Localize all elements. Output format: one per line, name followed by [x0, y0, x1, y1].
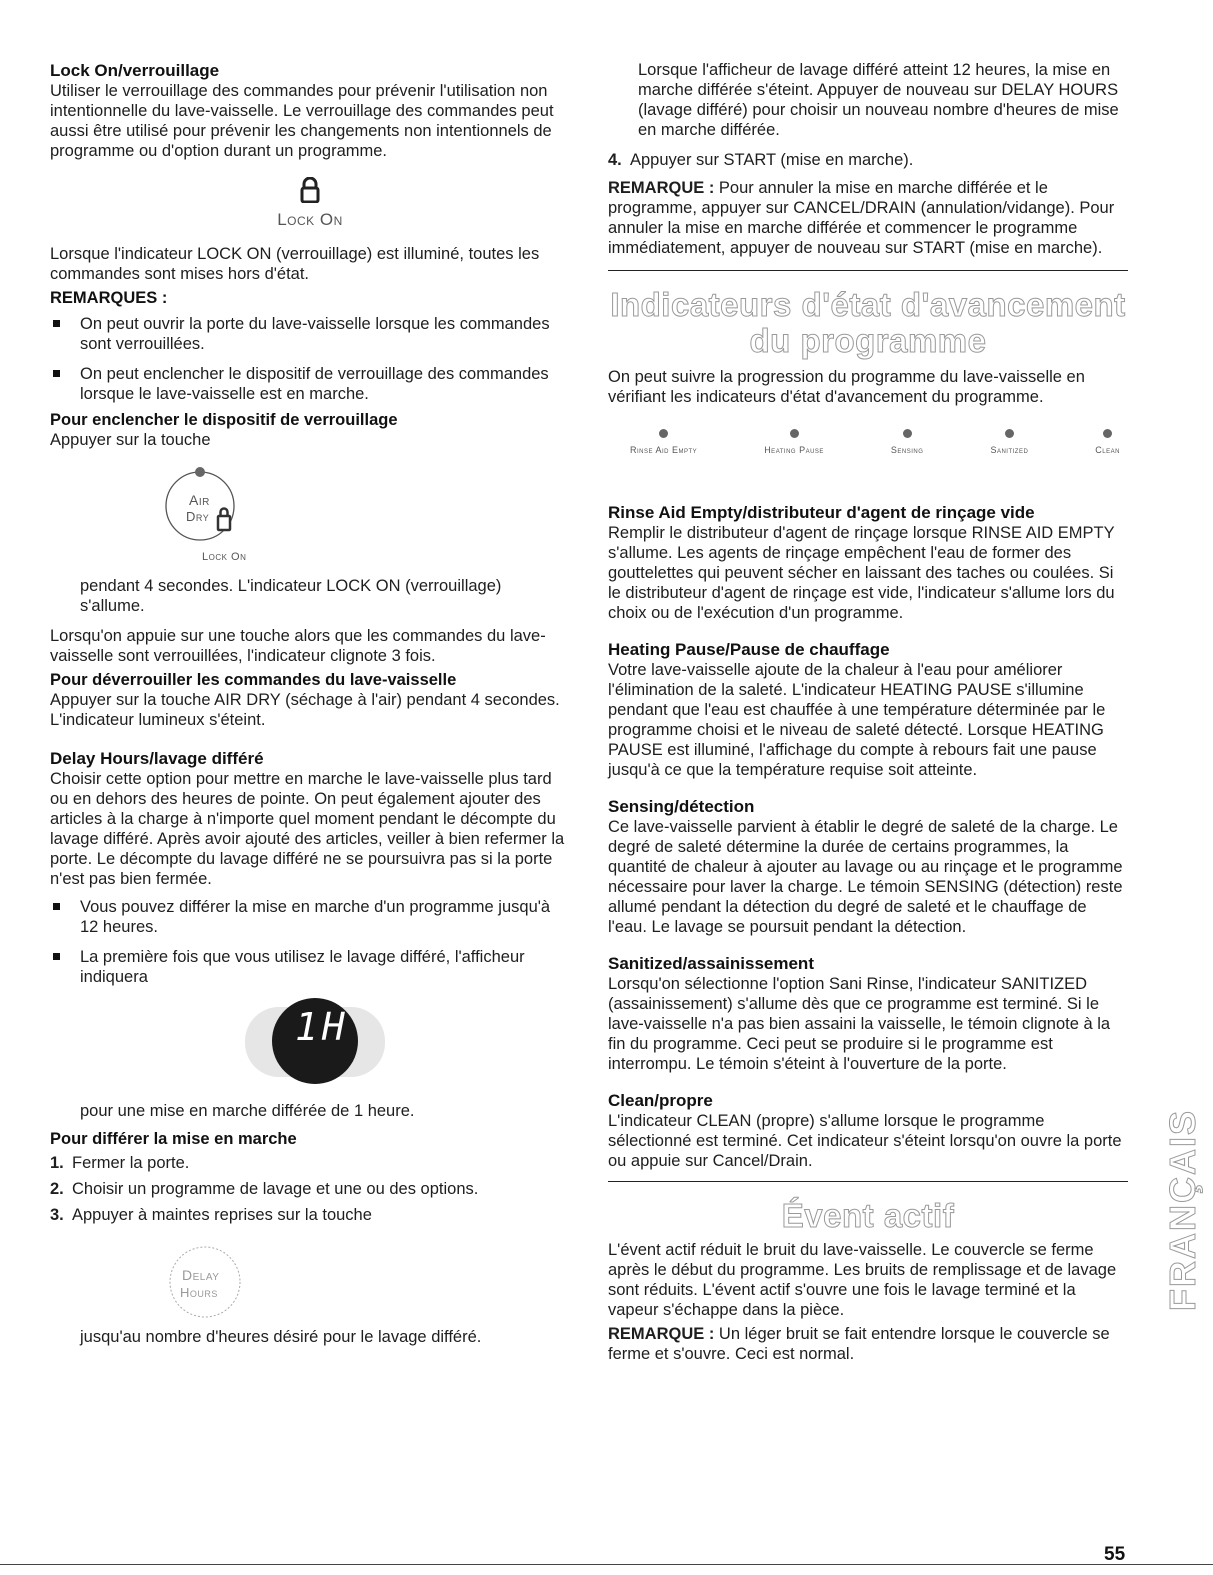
engage-text: Appuyer sur la touche [50, 431, 211, 449]
step-number: 2. [50, 1180, 64, 1198]
heating-text: Votre lave-vaisselle ajoute de la chaleur à l'eau pour améliorer l'élimination de la saleté. L'indicateur HEATING PAUSE s'illumine pendant que l'eau est chauffée à une température déterminée par le programme choisi et le niveau de saleté détecté. Lorsque HEATING PAUSE est illuminé, l'affichage du compte à rebours fait une pause jusqu'à ce que la température requise soit atteinte. [608, 661, 1106, 779]
section-divider [608, 1181, 1128, 1182]
remarque-item: On peut ouvrir la porte du lave-vaisselle lorsque les commandes sont verrouillées. [50, 314, 570, 354]
rinse-text: Remplir le distributeur d'agent de rinçage lorsque RINSE AID EMPTY s'allume. Les agents de rinçage empêchent l'eau de former des gouttelettes qui peuvent sécher en laissant des taches ou coulées. Si le distributeur d'agent de rinçage est vide, l'indicateur s'allume lors du choix ou de l'exécution d'un programme. [608, 524, 1115, 622]
display-caption: pour une mise en marche différée de 1 heure. [80, 1102, 415, 1120]
steps-title: Pour différer la mise en marche [50, 1130, 297, 1148]
step-item [50, 1179, 570, 1199]
delay-heading: Delay Hours/lavage différé [50, 749, 264, 768]
indicator-sensing [891, 429, 924, 460]
status-intro: On peut suivre la progression du programme du lave-vaisselle en vérifiant les indicateurs d'état d'avancement du programme. [608, 368, 1085, 406]
delay-continue-text: Lorsque l'afficheur de lavage différé atteint 12 heures, la mise en marche différée s'éteint. Appuyer de nouveau sur DELAY HOURS (lavage différé) pour choisir un nouveau nombre d'heures de mise en marche différée. [638, 61, 1119, 139]
indicator-label: Clean [1095, 445, 1120, 455]
remarque-paragraph [608, 178, 1128, 258]
delay-bullet: Vous pouvez différer la mise en marche d'un programme jusqu'à 12 heures. [50, 897, 570, 937]
indicator-label: Sensing [890, 445, 924, 455]
footer-rule [0, 1564, 1213, 1565]
indicator-light-icon [790, 429, 799, 438]
display-figure [50, 987, 570, 1093]
step-text: Appuyer à maintes reprises sur la touche [72, 1206, 372, 1224]
delay-intro: Choisir cette option pour mettre en marche le lave-vaisselle plus tard ou en dehors des heures de pointe. On peut également ajouter des articles à la charge à n'importe quel moment pendant le décompte du lavage différé. Après avoir ajouté des articles, veiller à bien refermer la porte. Le décompte du lavage différé ne se poursuivra pas si la porte n'est pas bien fermée. [50, 770, 565, 888]
step-item [50, 1153, 570, 1173]
step-text: Fermer la porte. [72, 1154, 190, 1172]
remarque-text: Un léger bruit se fait entendre lorsque le couvercle se ferme et s'ouvre. Ceci est normal. [608, 1325, 1110, 1363]
sanitized-text: Lorsqu'on sélectionne l'option Sani Rinse, l'indicateur SANITIZED (assainissement) s'allume dès que ce programme est terminé. Si le lave-vaisselle n'a pas bien assaini la vaisselle, le témoin clignote à la fin du programme. Ceci peut se produire si le programme est interrompu. Le témoin s'éteint à l'ouverture de la porte. [608, 975, 1111, 1073]
display-value: 1H [295, 1005, 349, 1049]
indicator-label: Rinse Aid Empty [630, 445, 698, 455]
blink-text: Lorsqu'on appuie sur une touche alors que les commandes du lave-vaisselle sont verrouillées, l'indicateur clignote 3 fois. [50, 627, 546, 665]
engage-after-text: pendant 4 secondes. L'indicateur LOCK ON (verrouillage) s'allume. [80, 577, 502, 615]
remarque-label: REMARQUE : [608, 179, 715, 197]
indicator-light-icon [1103, 429, 1112, 438]
lock-on-label: Lock On [277, 210, 343, 229]
status-title-line1: Indicateurs d'état d'avancement [610, 286, 1126, 323]
unlock-text: Appuyer sur la touche AIR DRY (séchage à l'air) pendant 4 secondes. L'indicateur lumineux s'éteint. [50, 691, 560, 729]
sensing-heading: Sensing/détection [608, 797, 755, 816]
engage-title: Pour enclencher le dispositif de verrouillage [50, 411, 398, 429]
indicator-rinse-aid-empty [630, 429, 697, 460]
step-item [50, 1205, 570, 1225]
step-number: 1. [50, 1154, 64, 1172]
sensing-text: Ce lave-vaisselle parvient à établir le degré de saleté de la charge. Le degré de saleté détermine la durée de certains programmes, la quantité de chaleur à ajouter au lavage ou au rinçage et le programme nécessaire pour laver la charge. Le témoin SENSING (détection) reste allumé pendant la détection du degré de saleté et le chauffage de l'eau. Le lavage se poursuit pendant la détection. [608, 818, 1123, 936]
heating-heading: Heating Pause/Pause de chauffage [608, 640, 890, 659]
indicator-label: Heating Pause [764, 445, 824, 455]
lock-heading: Lock On/verrouillage [50, 61, 220, 80]
page-number: 55 [1104, 1544, 1126, 1565]
left-column [50, 60, 570, 1347]
remarque-paragraph [608, 1324, 1128, 1364]
step3-after-text: jusqu'au nombre d'heures désiré pour le lavage différé. [80, 1328, 482, 1346]
status-indicators [630, 429, 1120, 460]
lock-icon-figure [50, 177, 570, 230]
indicator-light-icon [1005, 429, 1014, 438]
remarque-label: REMARQUE : [608, 1325, 715, 1343]
delay-bullet: La première fois que vous utilisez le lavage différé, l'afficheur indiquera [50, 947, 570, 987]
indicator-label: Sanitized [990, 445, 1029, 455]
hours-label: Hours [180, 1285, 218, 1300]
clean-heading: Clean/propre [608, 1091, 713, 1110]
language-side-tab: FRANÇAIS [1162, 1109, 1203, 1311]
dry-label: Dry [186, 509, 210, 524]
remarque-text: Pour annuler la mise en marche différée et le programme, appuyer sur CANCEL/DRAIN (annulation/vidange). Pour annuler la mise en marche différée et commencer le programme immédiatement, appuyer de nouveau sur START (mise en marche). [608, 179, 1115, 257]
status-section-title [608, 287, 1128, 359]
rinse-heading: Rinse Aid Empty/distributeur d'agent de rinçage vide [608, 503, 1035, 522]
step-number: 4. [608, 151, 622, 169]
vent-section-title: Évent actif [781, 1197, 955, 1234]
step-text: Choisir un programme de lavage et une ou des options. [72, 1180, 479, 1198]
vent-text: L'évent actif réduit le bruit du lave-vaisselle. Le couvercle se ferme après le début du programme. Les bruits de remplissage et de lavage sont réduits. L'évent actif s'ouvre une fois le lavage terminé et la vapeur s'échappe dans la pièce. [608, 1241, 1117, 1319]
sanitized-heading: Sanitized/assainissement [608, 954, 814, 973]
air-dry-figure [50, 450, 570, 568]
status-title-line2: du programme [749, 322, 987, 359]
clean-text: L'indicateur CLEAN (propre) s'allume lorsque le programme sélectionné est terminé. Cet indicateur s'éteint lorsqu'on ouvre la porte ou appuie sur Cancel/Drain. [608, 1112, 1122, 1170]
remarque-item: On peut enclencher le dispositif de verrouillage des commandes lorsque le lave-vaisselle est en marche. [50, 364, 570, 404]
step-number: 3. [50, 1206, 64, 1224]
indicator-heating-pause [764, 429, 824, 460]
indicator-sanitized [990, 429, 1028, 460]
remarques-title: REMARQUES : [50, 289, 168, 307]
lock-intro: Utiliser le verrouillage des commandes pour prévenir l'utilisation non intentionnelle du lave-vaisselle. Le verrouillage des commandes peut aussi être utilisé pour prévenir les changements non intentionnels de programme ou d'option durant un programme. [50, 82, 554, 160]
step-item [608, 150, 1128, 170]
delay-label: Delay [182, 1267, 220, 1283]
step-text: Appuyer sur START (mise en marche). [630, 151, 914, 169]
delay-hours-figure [50, 1225, 570, 1321]
section-divider [608, 270, 1128, 271]
lock-lit-text: Lorsque l'indicateur LOCK ON (verrouillage) est illuminé, toutes les commandes sont mises hors d'état. [50, 245, 540, 283]
air-dry-lock-on-label: Lock On [202, 551, 247, 563]
indicator-clean [1095, 429, 1120, 460]
air-label: Air [189, 492, 210, 508]
indicator-light-icon [903, 429, 912, 438]
indicator-light-icon [659, 429, 668, 438]
right-column [608, 60, 1128, 1364]
lock-icon [300, 177, 320, 203]
unlock-title: Pour déverrouiller les commandes du lave-vaisselle [50, 671, 457, 689]
